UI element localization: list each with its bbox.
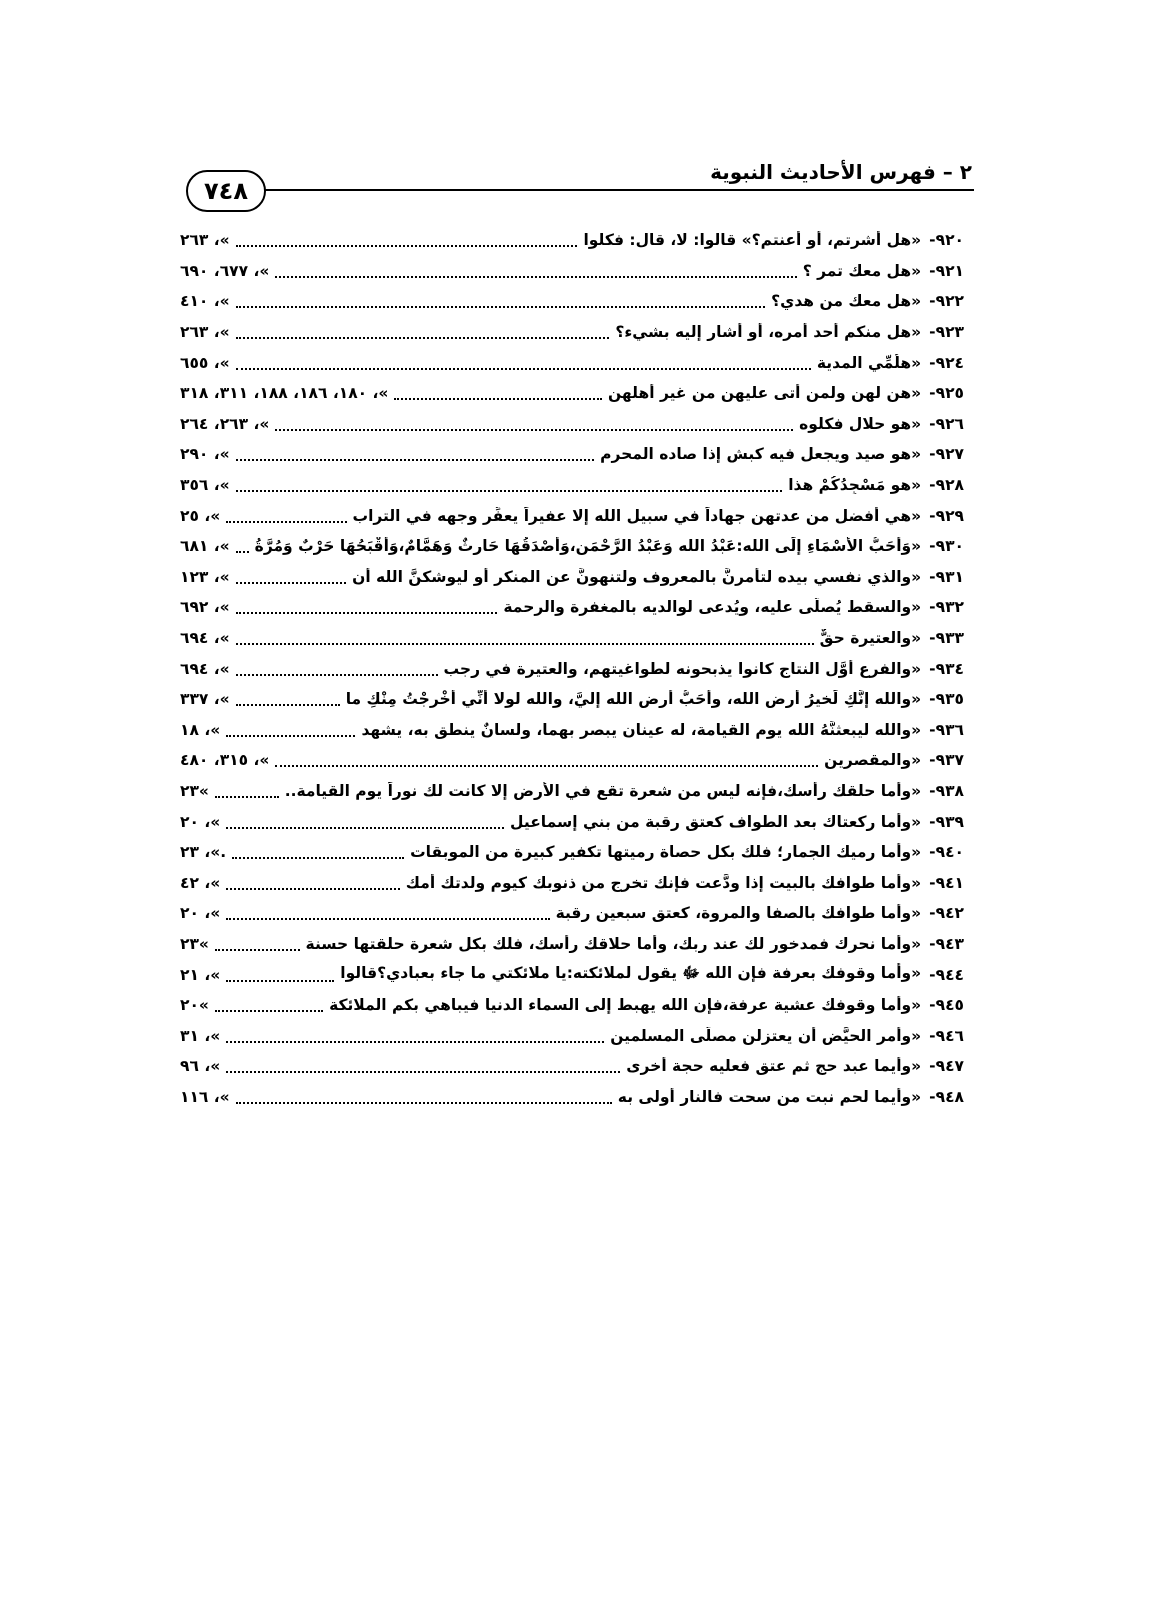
page-references: »، ١٨ (180, 720, 221, 739)
hadith-text: «وأما طوافك بالصفا والمروة، كعتق سبعين رقبة (555, 904, 922, 923)
page-references: »، ٢٦٣، ٢٦٤ (180, 414, 270, 433)
entry-number: ٩٢٩- (929, 506, 964, 525)
list-item (180, 500, 964, 531)
list-item (180, 898, 964, 929)
entry-number: ٩٤٦- (929, 1026, 964, 1045)
dot-leader (275, 276, 796, 278)
list-item (180, 715, 964, 746)
entry-number: ٩٣٧- (929, 751, 964, 770)
list-item (180, 225, 964, 256)
hadith-index-list (180, 225, 964, 1112)
hadith-text: «وأما وقوفك بعرفة فإن الله ﷻ يقول لملائكته:يا ملائكتي ما جاء بعبادي؟قالوا (340, 964, 922, 983)
hadith-text: «هل منكم أحد أمره، أو أشار إليه بشيء؟ (615, 323, 922, 342)
page-number: ٧٤٨ (186, 170, 266, 212)
dot-leader (232, 857, 404, 859)
list-item (180, 470, 964, 501)
dot-leader (236, 1102, 612, 1104)
hadith-text: «هو صيد ويجعل فيه كبش إذا صاده المحرم (600, 445, 922, 464)
entry-number: ٩٣٥- (929, 690, 964, 709)
entry-number: ٩٤٢- (929, 904, 964, 923)
entry-number: ٩٤٧- (929, 1057, 964, 1076)
page-references: »، ١١٦ (180, 1087, 230, 1106)
list-item (180, 378, 964, 409)
page-references: »، ٦٩٤ (180, 659, 230, 678)
hadith-text: «هل أشرتم، أو أعنتم؟» قالوا: لا، قال: فكلوا (583, 231, 922, 250)
page-references: »٢٣ (180, 934, 209, 953)
page-references: »، ٢٠ (180, 812, 221, 831)
dot-leader (226, 521, 346, 523)
entry-number: ٩٤٥- (929, 996, 964, 1015)
section-title: ٢ – فهرس الأحاديث النبوية (710, 160, 972, 184)
entry-number: ٩٣٨- (929, 781, 964, 800)
hadith-text: «والفرع أوَّل النتاج كانوا يذبحونه لطواغيتهم، والعتيرة في رجب (443, 659, 922, 678)
list-item (180, 439, 964, 470)
page-references: »، ٣٣٧ (180, 690, 230, 709)
dot-leader (394, 398, 602, 400)
dot-leader (236, 612, 498, 614)
list-item (180, 959, 964, 990)
hadith-text: «وأما طوافك بالبيت إذا ودَّعت فإنك تخرج من ذنوبك كيوم ولدتك أمك (405, 873, 922, 892)
dot-leader (215, 796, 279, 798)
dot-leader (215, 1010, 323, 1012)
entry-number: ٩٤٣- (929, 934, 964, 953)
list-item (180, 684, 964, 715)
list-item (180, 409, 964, 440)
list-item (180, 317, 964, 348)
page-references: »، ٦٧٧، ٦٩٠ (180, 261, 270, 280)
page-references: »، ٢٩٠ (180, 445, 230, 464)
dot-leader (236, 490, 783, 492)
header-rule (188, 189, 974, 191)
hadith-text: «والعتيرة حقٌّ (819, 629, 922, 648)
page-references: »، ٣١٥، ٤٨٠ (180, 751, 270, 770)
hadith-text: «والله إنَّكِ لَخيرُ أرضِ الله، وأحَبُّ أرضِ الله إليَّ، والله لولا أنِّي أُخْرِجْتُ مِنْكِ ما (345, 690, 922, 709)
dot-leader (226, 888, 400, 890)
hadith-text: «هو مَسْجِدُكُمْ هذا (788, 476, 922, 495)
entry-number: ٩٢٠- (929, 231, 964, 250)
dot-leader (236, 582, 346, 584)
list-item (180, 1020, 964, 1051)
entry-number: ٩٤٤- (929, 965, 964, 984)
hadith-text: «وأيما عبد حج ثم عتق فعليه حجة أخرى (626, 1057, 922, 1076)
page-references: »، ٣١ (180, 1026, 221, 1045)
entry-number: ٩٢٤- (929, 353, 964, 372)
dot-leader (226, 735, 355, 737)
hadith-text: «وأما وقوفك عشية عرفة،فإن الله يهبط إلى السماء الدنيا فيباهي بكم الملائكة (329, 996, 922, 1015)
dot-leader (226, 918, 549, 920)
hadith-text: «وأمر الحيَّض أن يعتزلن مصلَّى المسلمين (610, 1026, 922, 1045)
list-item (180, 1051, 964, 1082)
entry-number: ٩٣٤- (929, 659, 964, 678)
dot-leader (236, 643, 814, 645)
hadith-text: «والله ليبعثنَّهُ الله يوم القيامة، له عينان يبصر بهما، ولسانٌ ينطق به، يشهد (361, 720, 922, 739)
entry-number: ٩٢٣- (929, 323, 964, 342)
list-item (180, 653, 964, 684)
page-references: »، ٢٠ (180, 904, 221, 923)
page-references: »، ٦٨١ (180, 537, 230, 556)
page-references: »، ١٢٣ (180, 567, 230, 586)
list-item (180, 347, 964, 378)
list-item (180, 837, 964, 868)
dot-leader (226, 827, 504, 829)
list-item (180, 776, 964, 807)
dot-leader (236, 704, 340, 706)
dot-leader (226, 980, 334, 982)
entry-number: ٩٢٨- (929, 476, 964, 495)
entry-number: ٩٢٦- (929, 414, 964, 433)
entry-number: ٩٢١- (929, 261, 964, 280)
hadith-text: «هل معك من هدي؟ (771, 292, 922, 311)
dot-leader (215, 949, 300, 951)
list-item (180, 623, 964, 654)
dot-leader (226, 1071, 620, 1073)
list-item (180, 592, 964, 623)
page-references: »، ٢٥ (180, 506, 221, 525)
dot-leader (275, 765, 818, 767)
hadith-text: «هو حلال فكلوه (799, 414, 922, 433)
dot-leader (236, 551, 249, 553)
hadith-text: «هل معك تمر ؟ (802, 261, 922, 280)
list-item (180, 562, 964, 593)
list-item (180, 806, 964, 837)
hadith-text: «وأما ركعتاك بعد الطواف كعتق رقبة من بني إسماعيل (510, 812, 922, 831)
page-references: »، ٩٦ (180, 1057, 221, 1076)
list-item (180, 867, 964, 898)
hadith-text: «وأيما لحم نبت من سحت فالنار أولى به (617, 1087, 922, 1106)
entry-number: ٩٣١- (929, 567, 964, 586)
list-item (180, 745, 964, 776)
hadith-text: «هلُمِّي المدية (816, 353, 922, 372)
page-references: »، ٤٢ (180, 873, 221, 892)
dot-leader (236, 245, 578, 247)
page-references: »، ٢٦٣ (180, 323, 230, 342)
hadith-text: «وَأَحَبُّ الأَسْمَاءِ إِلَى الله:عَبْدُ الله وَعَبْدُ الرَّحْمَنِ،وَأَصْدَقُهَا حَارِثٌ وَهَمَّامٌ،وَأَقْبَحُهَا حَرْبٌ وَمُرَّةُ (254, 537, 922, 556)
dot-leader (226, 1041, 604, 1043)
list-item (180, 1082, 964, 1113)
page-references: »، ٢١ (180, 965, 221, 984)
page-references: .»، ٢٣ (180, 843, 227, 862)
hadith-text: «وأما رميك الجمار؛ فلك بكل حصاة رميتها تكفير كبيرة من الموبقات (410, 843, 922, 862)
dot-leader (236, 337, 610, 339)
page-references: »، ٦٩٢ (180, 598, 230, 617)
dot-leader (236, 368, 811, 370)
dot-leader (236, 306, 765, 308)
list-item (180, 286, 964, 317)
list-item (180, 256, 964, 287)
page-references: »، ٤١٠ (180, 292, 230, 311)
entry-number: ٩٣٩- (929, 812, 964, 831)
entry-number: ٩٣٣- (929, 629, 964, 648)
list-item (180, 531, 964, 562)
hadith-text: «وأما نحرك فمدخور لك عند ربك، وأما حلاقك رأسك، فلك بكل شعرة حلقتها حسنة (305, 934, 922, 953)
page-references: »، ٦٥٥ (180, 353, 230, 372)
entry-number: ٩٤١- (929, 873, 964, 892)
entry-number: ٩٣٦- (929, 720, 964, 739)
list-item (180, 929, 964, 960)
hadith-text: «والسقط يُصلَّى عليه، ويُدعى لوالديه بالمغفرة والرحمة (503, 598, 922, 617)
page-references: »، ١٨٠، ١٨٦، ١٨٨، ٣١١، ٣١٨ (180, 384, 389, 403)
entry-number: ٩٢٥- (929, 384, 964, 403)
entry-number: ٩٤٨- (929, 1087, 964, 1106)
hadith-text: «وأما حلقك رأسك،فإنه ليس من شعرة تقع في الأرض إلا كانت لك نوراً يوم القيامة.. (284, 781, 922, 800)
hadith-text: «والذي نفسي بيده لتأمرنَّ بالمعروف ولتنهونَّ عن المنكر أو ليوشكنَّ الله أن (352, 567, 922, 586)
entry-number: ٩٣٠- (929, 537, 964, 556)
entry-number: ٩٤٠- (929, 843, 964, 862)
dot-leader (236, 459, 594, 461)
hadith-text: «هي أفضل من عدتهن جهاداً في سبيل الله إلا عفيراً يعفِّر وجهه في التراب (352, 506, 922, 525)
dot-leader (275, 429, 793, 431)
page-references: »٢٣ (180, 781, 209, 800)
page-references: »، ٣٥٦ (180, 476, 230, 495)
entry-number: ٩٢٢- (929, 292, 964, 311)
dot-leader (236, 674, 438, 676)
entry-number: ٩٢٧- (929, 445, 964, 464)
page-references: »، ٦٩٤ (180, 629, 230, 648)
list-item (180, 990, 964, 1021)
hadith-text: «والمقصرين (824, 751, 922, 770)
page-references: »٢٠ (180, 996, 209, 1015)
page-references: »، ٢٦٣ (180, 231, 230, 250)
entry-number: ٩٣٢- (929, 598, 964, 617)
hadith-text: «هن لهن ولمن أتى عليهن من غير أهلهن (607, 384, 922, 403)
